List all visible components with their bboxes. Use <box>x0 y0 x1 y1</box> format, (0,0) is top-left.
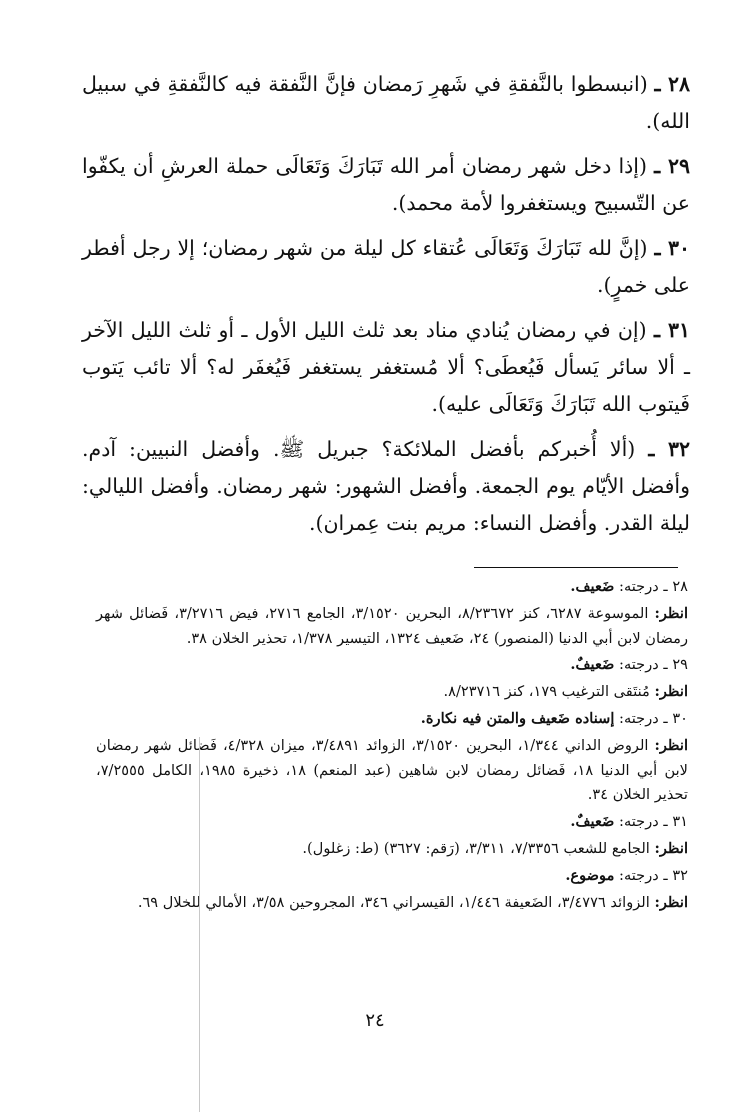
see-label: انظر: <box>654 683 688 701</box>
footnote-references <box>96 734 688 808</box>
footnote-grade-line <box>96 575 688 600</box>
reference-list: الزوائد ٣/٤٧٧٦، الضَعيفة ١/٤٤٦، القيسراني ٣٤٦، المجروحين ٣/٥٨، الأمالي للخلال ٦٩. <box>137 893 650 911</box>
footnote-label: ٢٨ ـ درجته: <box>619 578 688 595</box>
footnote-label: ٢٩ ـ درجته: <box>619 656 688 674</box>
reference-list: مُنتَقى الترغيب ١٧٩، كنز ٨/٢٣٧١٦. <box>443 683 650 701</box>
hadith-28 <box>82 66 690 140</box>
hadith-31 <box>82 312 690 423</box>
footnote-29 <box>96 653 688 705</box>
footnotes <box>96 575 688 917</box>
footnote-grade-line <box>96 864 688 889</box>
hadith-text: (انبسطوا بالنَّفقةِ في شَهرِ رَمضان فإنَّ النَّفقة فيه كالنَّفقةِ في سبيل الله). <box>82 72 690 133</box>
hadith-text: (إذا دخل شهر رمضان أمر الله تَبَارَكَ وَتَعَالَى حملة العرشِ أن يكفّوا عن التّسبيح ويستغفروا لأمة محمد). <box>82 154 690 215</box>
reference-list: الجامع للشعب ٧/٣٣٥٦، ٣/٣١١، (رَقم: ٣٦٢٧) (ط: زغلول). <box>302 839 650 857</box>
hadith-29 <box>82 148 690 222</box>
footnote-grade: ضَعيفٌ. <box>570 656 615 674</box>
see-label: انظر: <box>654 604 689 622</box>
hadith-number: ٣١ ـ <box>653 318 690 342</box>
footnote-grade: إسناده ضَعيف والمتن فيه نكارة. <box>420 709 615 727</box>
hadith-32 <box>82 431 690 542</box>
footnote-grade-line <box>96 707 688 732</box>
reference-list: الموسوعة ٦٢٨٧، كنز ٨/٢٣٦٧٢، البحرين ٣/١٥٢٠، الجامع ٢٧١٦، فيض ٣/٢٧١٦، فَضائل شهر رمضان لابن أبي الدنيا (المنصور) ٢٤، ضَعيف ١٣٢٤، التيسير ١/٣٧٨، تحذير الخلان ٣٨. <box>96 604 688 647</box>
hadith-number: ٢٩ ـ <box>654 154 690 178</box>
hadith-number: ٢٨ ـ <box>654 72 690 96</box>
hadith-number: ٣٢ ـ <box>648 437 690 461</box>
reference-list: الروض الداني ١/٣٤٤، البحرين ٣/١٥٢٠، الزوائد ٣/٤٨٩١، ميزان ٤/٣٢٨، فَضائل شهر رمضان لابن أبي الدنيا ١٨، فَضائل رمضان لابن شاهين (عبد المنعم) ١٨، ذخيرة ١٩٨٥، الكامل ٧/٢٥٥٥، تحذير الخلان ٣٤. <box>96 736 688 804</box>
page-number: ٢٤ <box>365 1010 385 1031</box>
see-label: انظر: <box>654 736 689 754</box>
see-label: انظر: <box>654 893 688 911</box>
footnote-32 <box>96 864 688 916</box>
main-text <box>82 66 690 550</box>
footnote-grade-line <box>96 810 688 835</box>
hadith-text: (إنَّ لله تَبَارَكَ وَتَعَالَى عُتقاء كل ليلة من شهر رمضان؛ إلا رجل أفطر على خمرٍ). <box>82 236 690 297</box>
footnote-separator <box>474 567 678 568</box>
footnote-grade: ضَعيف. <box>570 578 615 595</box>
footnote-label: ٣٢ ـ درجته: <box>619 866 688 884</box>
footnote-label: ٣١ ـ درجته: <box>619 813 688 831</box>
hadith-number: ٣٠ ـ <box>654 236 690 260</box>
footnote-label: ٣٠ ـ درجته: <box>619 709 688 727</box>
footnote-references <box>96 837 688 862</box>
footnote-grade: ضَعيفٌ. <box>570 813 615 831</box>
footnote-references <box>96 680 688 705</box>
hadith-30 <box>82 230 690 304</box>
footnote-references <box>96 891 688 916</box>
footnote-31 <box>96 810 688 862</box>
footnote-grade: موضوع. <box>565 866 615 884</box>
footnote-28 <box>96 575 688 651</box>
hadith-text: (ألا أُخبركم بأفضل الملائكة؟ جبريل ﷺ. وأفضل النبيين: آدم. وأفضل الأيّام يوم الجمعة. وأفضل الشهور: شهر رمضان. وأفضل الليالي: ليلة القدر. وأفضل النساء: مريم بنت عِمران). <box>82 437 690 535</box>
footnote-30 <box>96 707 688 808</box>
hadith-text: (إن في رمضان يُنادي مناد بعد ثلث الليل الأول ـ أو ثلث الليل الآخر ـ ألا سائر يَسأل فَيُعطَى؟ ألا مُستغفر يستغفر فَيُغفَر له؟ ألا تائب يَتوب فَيتوب الله تَبَارَكَ وَتَعَالَى عليه). <box>82 318 690 416</box>
footnote-grade-line <box>96 653 688 678</box>
footnote-references <box>96 602 688 652</box>
page-fold-line <box>199 737 200 1112</box>
see-label: انظر: <box>654 839 688 857</box>
